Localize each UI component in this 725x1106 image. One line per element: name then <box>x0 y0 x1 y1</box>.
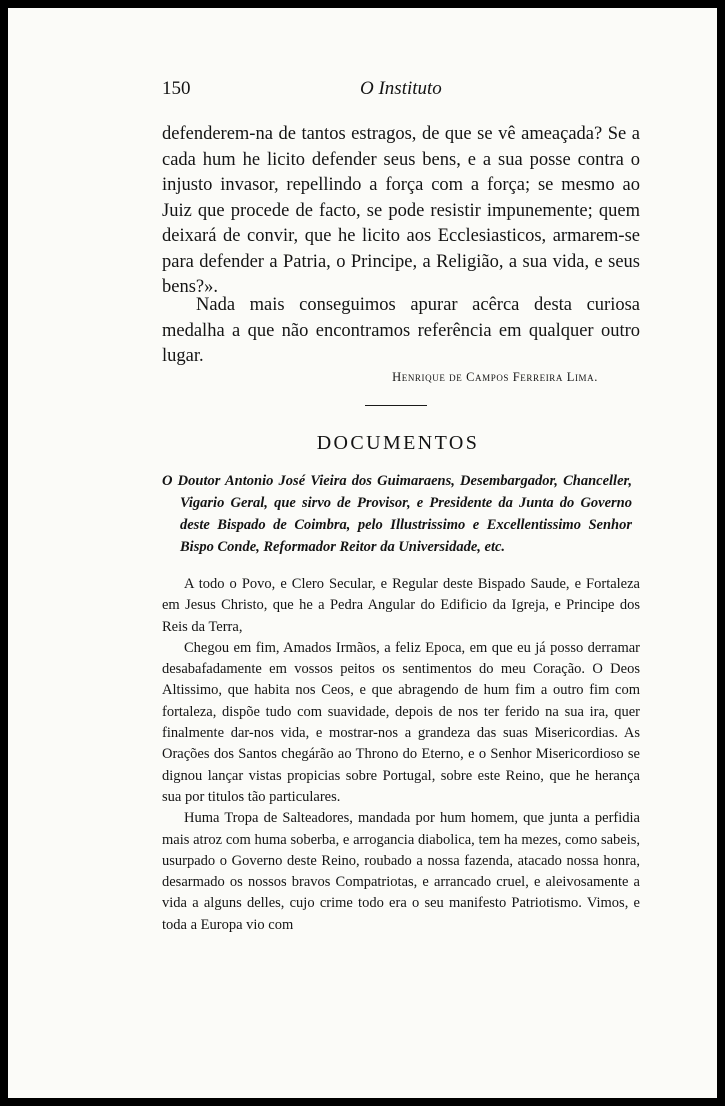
page-number: 150 <box>162 78 191 99</box>
preamble-text: O Doutor Antonio José Vieira dos Guimaraens, Desembargador, Chanceller, Vigario Geral, que sirvo de Provisor, e Presidente da Junta do Governo deste Bispado de Coimbra, pelo Illustrissimo e Excellentissimo Senhor Bispo Conde, Reformador Reitor da Universidade, etc. <box>162 473 632 555</box>
document-paragraph: A todo o Povo, e Clero Secular, e Regular deste Bispado Saude, e Fortaleza em Jesus Christo, que he a Pedra Angular do Edificio da Igreja, e Principe dos Reis da Terra, <box>162 576 640 635</box>
section-heading: DOCUMENTOS <box>316 432 480 454</box>
document-body <box>162 574 640 936</box>
document-preamble <box>162 470 632 558</box>
book-page <box>8 8 717 1098</box>
author-signature: Henrique de Campos Ferreira Lima. <box>392 370 598 384</box>
article-paragraph-2: Nada mais conseguimos apurar acêrca desta curiosa medalha a que não encontramos referência em qualquer outro lugar. <box>162 295 640 366</box>
journal-title: O Instituto <box>360 78 442 99</box>
running-head <box>8 78 717 102</box>
section-divider <box>365 405 427 406</box>
article-paragraph-1: defenderem-na de tantos estragos, de que se vê ameaçada? Se a cada hum he licito defender seus bens, e a sua posse contra o injusto invasor, repellindo a força com a força; se mesmo ao Juiz que procede de facto, se pode resistir impunemente; quem deixará de convir, que he licito aos Ecclesiasticos, armarem-se para defender a Patria, o Principe, a Religião, a sua vida, e seus bens?». <box>162 124 640 297</box>
document-paragraph: Chegou em fim, Amados Irmãos, a feliz Epoca, em que eu já posso derramar desabafadamente em vossos peitos os sentimentos do meu Coração. O Deos Altissimo, que habita nos Ceos, e que abragendo de hum fim a outro fim com fortaleza, dispõe tudo com suavidade, depois de nos ter ferido na sua ira, quer finalmente dar-nos vida, e mostrar-nos a grandeza das suas Misericordias. As Orações dos Santos chegárão ao Throno do Eterno, e o Senhor Misericordioso se dignou lançar vistas propicias sobre Portugal, sobre este Reino, que he herança sua por titulos tão particulares. <box>162 639 640 805</box>
document-paragraph: Huma Tropa de Salteadores, mandada por hum homem, que junta a perfidia mais atroz com huma soberba, e arrogancia diabolica, tem ha mezes, como sabeis, usurpado o Governo deste Reino, roubado a nossa fazenda, atacado nossa honra, desarmado os nossos bravos Compatriotas, e arrancado cruel, e aleivosamente a vida a alguns delles, cujo crime todo era o seu manifesto Patriotismo. Vimos, e toda a Europa vio com <box>162 810 640 933</box>
